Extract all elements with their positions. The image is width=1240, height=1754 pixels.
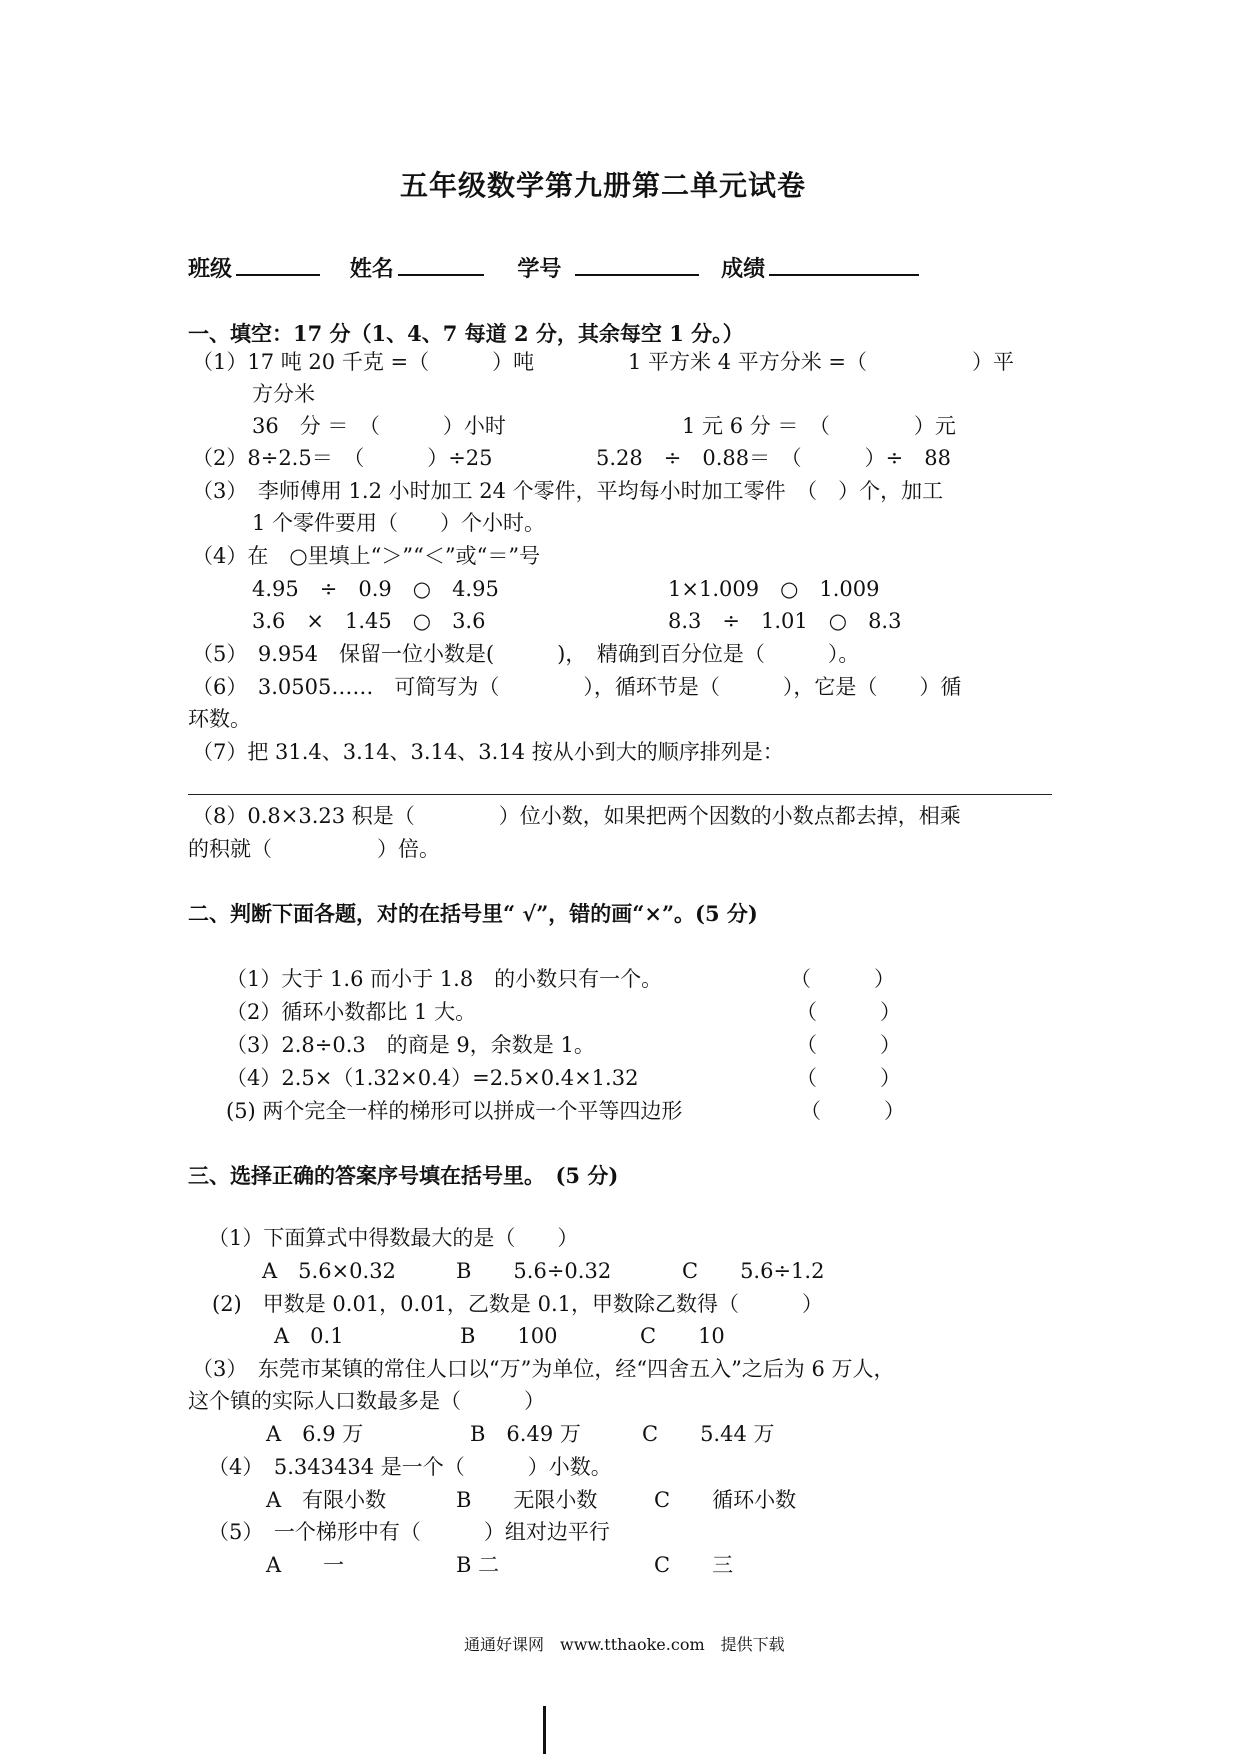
- q2-part-b: 5.28 ÷ 0.88＝ （ ）÷ 88: [596, 446, 951, 470]
- mc-q2-option-a: A 0.1: [274, 1324, 344, 1348]
- student-info-row: [188, 252, 923, 283]
- mc-q4-option-c: C 循环小数: [654, 1488, 797, 1512]
- tf-item-3: （3）2.8÷0.3 的商是 9，余数是 1。: [226, 1033, 595, 1057]
- q8-line-2: 的积就（ ）倍。: [188, 837, 440, 861]
- mc-q5-option-a: A 一: [266, 1553, 345, 1577]
- name-blank[interactable]: [398, 252, 484, 276]
- q1-part-c: 方分米: [252, 382, 315, 406]
- q4-compare-4: 8.3 ÷ 1.01 ○ 8.3: [668, 609, 902, 633]
- q1-part-e: 1 元 6 分 ＝ （ ）元: [682, 414, 956, 438]
- q4-compare-2: 1×1.009 ○ 1.009: [668, 577, 880, 601]
- mc-q4-option-b: B 无限小数: [456, 1488, 598, 1512]
- q4-compare-3: 3.6 × 1.45 ○ 3.6: [252, 609, 486, 633]
- q2-part-a: （2）8÷2.5＝ （ ）÷25: [192, 446, 493, 470]
- q1-part-b: 1 平方米 4 平方分米 =（ ）平: [628, 350, 1015, 374]
- tf-item-4-paren: （ ）: [796, 1066, 901, 1090]
- q8-line-1: （8）0.8×3.23 积是（ ）位小数，如果把两个因数的小数点都去掉，相乘: [192, 804, 961, 828]
- section-1-heading: 一、填空：17 分（1、4、7 每道 2 分，其余每空 1 分。）: [188, 321, 744, 346]
- student-id-blank[interactable]: [575, 252, 699, 276]
- section-2-heading: 二、判断下面各题，对的在括号里“ √”，错的画“×”。(5 分): [188, 901, 758, 926]
- mc-q1-option-c: C 5.6÷1.2: [682, 1259, 825, 1283]
- mc-q2-option-b: B 100: [460, 1324, 558, 1348]
- page-edge-mark: [543, 1706, 546, 1754]
- tf-item-1-paren: （ ）: [790, 967, 895, 991]
- name-label: 姓名: [349, 256, 394, 282]
- mc-q3-option-b: B 6.49 万: [470, 1422, 581, 1446]
- mc-q3-line-2: 这个镇的实际人口数最多是（ ）: [188, 1389, 545, 1413]
- tf-item-1: （1）大于 1.6 而小于 1.8 的小数只有一个。: [226, 967, 663, 991]
- page-title: 五年级数学第九册第二单元试卷: [400, 169, 807, 202]
- mc-q5: （5） 一个梯形中有（ ）组对边平行: [208, 1520, 610, 1544]
- mc-q3-option-a: A 6.9 万: [266, 1422, 364, 1446]
- q3-line-1: （3） 李师傅用 1.2 小时加工 24 个零件，平均每小时加工零件 （ ）个，加工: [192, 479, 944, 503]
- q4-compare-1: 4.95 ÷ 0.9 ○ 4.95: [252, 577, 499, 601]
- mc-q5-option-c: C 三: [654, 1553, 734, 1577]
- q7-answer-line: [188, 794, 1052, 795]
- section-3-heading: 三、选择正确的答案序号填在括号里。 (5 分): [188, 1163, 619, 1188]
- q4-instruction: （4）在 ○里填上“＞”“＜”或“＝”号: [192, 544, 541, 568]
- tf-item-5-paren: （ ）: [800, 1099, 905, 1123]
- mc-q5-option-b: B 二: [456, 1553, 500, 1577]
- tf-item-2: （2）循环小数都比 1 大。: [226, 1000, 477, 1024]
- q3-line-2: 1 个零件要用（ ）个小时。: [252, 511, 546, 535]
- q1-part-d: 36 分 ＝ （ ）小时: [252, 414, 506, 438]
- tf-item-4: （4）2.5×（1.32×0.4）=2.5×0.4×1.32: [226, 1066, 639, 1090]
- q6-line-2: 环数。: [188, 707, 251, 731]
- score-label: 成绩: [721, 256, 766, 282]
- mc-q1-option-a: A 5.6×0.32: [262, 1259, 396, 1283]
- q7-line: （7）把 31.4、3.14、3.14、3.14 按从小到大的顺序排列是：: [192, 740, 784, 764]
- mc-q1: （1）下面算式中得数最大的是（ ）: [208, 1226, 579, 1250]
- q6-line-1: （6） 3.0505…… 可简写为（ ），循环节是（ ），它是（ ）循: [192, 675, 962, 699]
- q1-part-a: （1）17 吨 20 千克 =（ ）吨: [192, 350, 535, 374]
- mc-q4: （4） 5.343434 是一个（ ）小数。: [208, 1455, 612, 1479]
- class-label: 班级: [188, 256, 233, 282]
- mc-q2-option-c: C 10: [640, 1324, 725, 1348]
- tf-item-5: (5) 两个完全一样的梯形可以拼成一个平等四边形: [226, 1099, 683, 1123]
- q5-line: （5） 9.954 保留一位小数是( )， 精确到百分位是（ ）。: [192, 642, 860, 666]
- tf-item-3-paren: （ ）: [796, 1033, 901, 1057]
- mc-q3-option-c: C 5.44 万: [642, 1422, 775, 1446]
- mc-q4-option-a: A 有限小数: [266, 1488, 387, 1512]
- mc-q3-line-1: （3） 东莞市某镇的常住人口以“万”为单位，经“四舍五入”之后为 6 万人，: [192, 1357, 895, 1381]
- class-blank[interactable]: [236, 252, 320, 276]
- mc-q1-option-b: B 5.6÷0.32: [456, 1259, 612, 1283]
- footer-source: 通通好课网 www.tthaoke.com 提供下载: [464, 1635, 785, 1654]
- mc-q2: (2) 甲数是 0.01，0.01，乙数是 0.1，甲数除乙数得（ ）: [212, 1292, 824, 1316]
- tf-item-2-paren: （ ）: [796, 1000, 901, 1024]
- score-blank[interactable]: [769, 252, 919, 276]
- student-id-label: 学号: [517, 256, 562, 282]
